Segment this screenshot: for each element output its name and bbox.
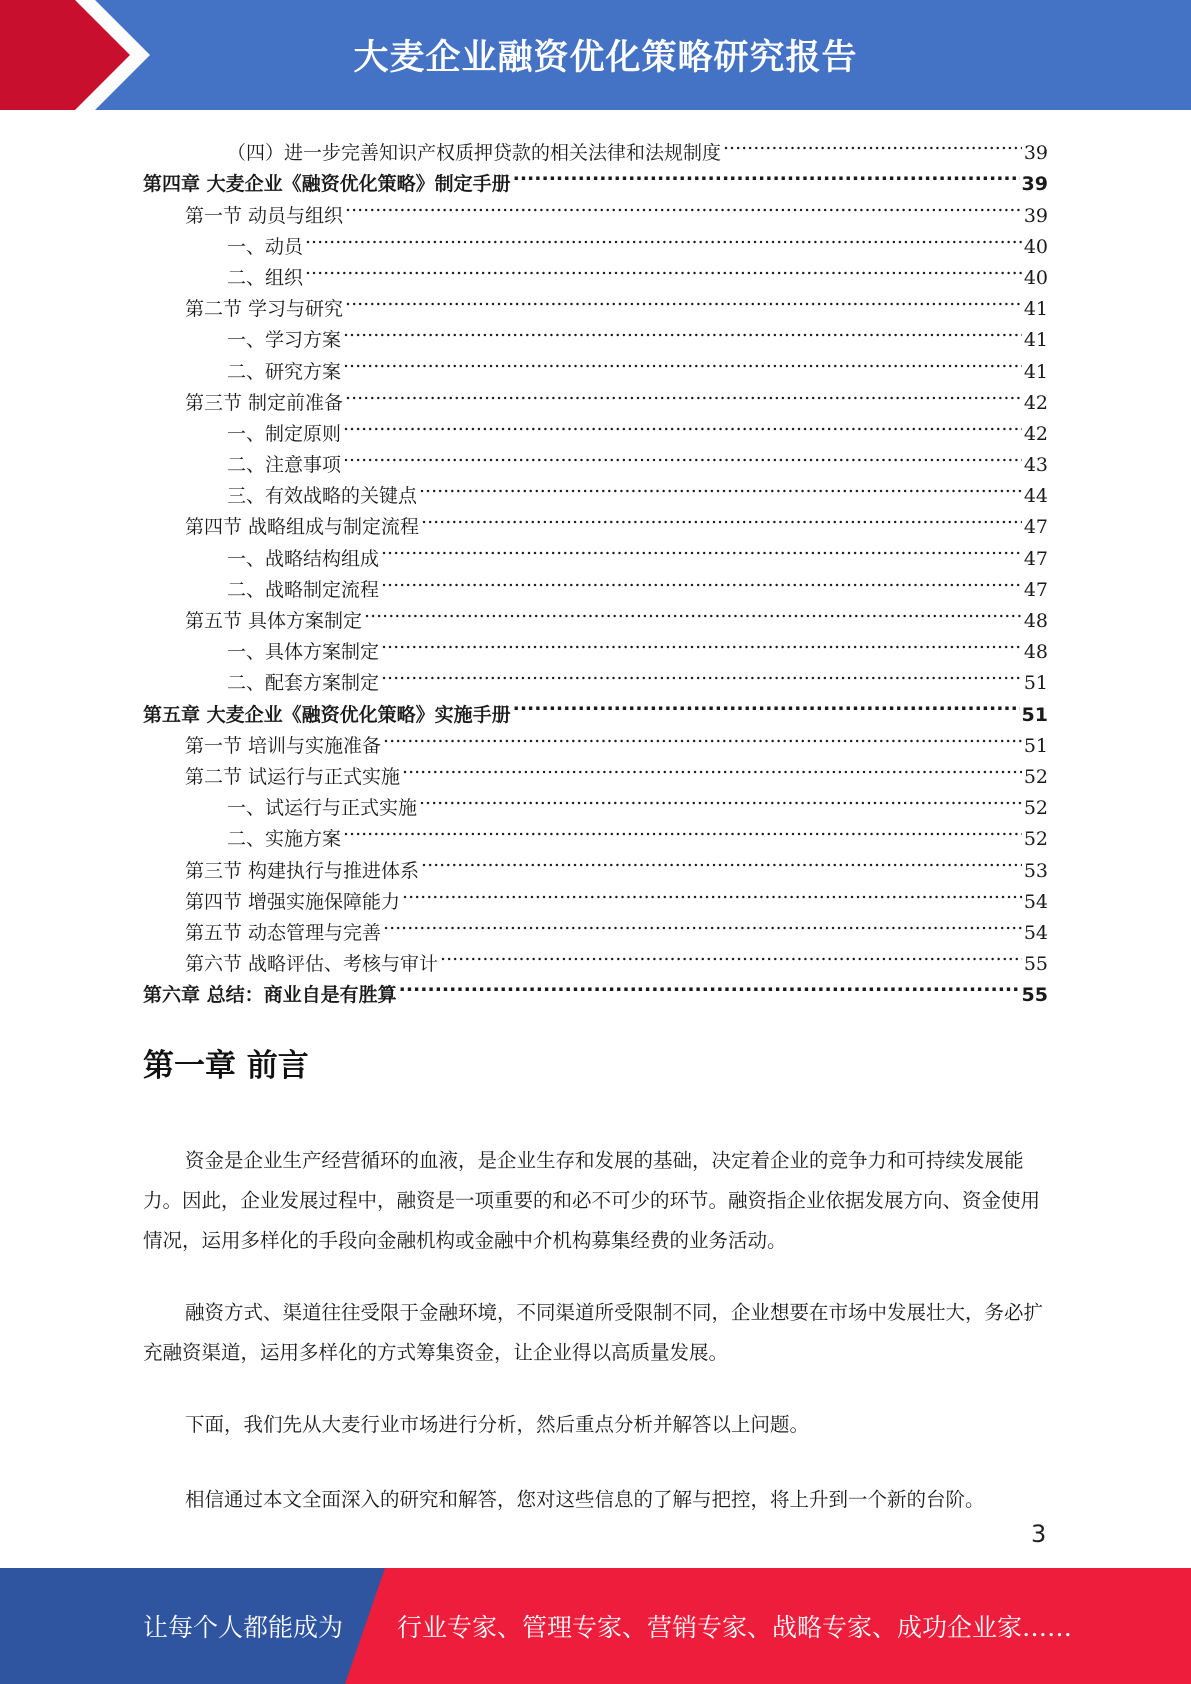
toc-entry-title: 二、实施方案 [227,828,342,851]
toc-entry-page: 42 [1023,422,1048,445]
toc-entry-page: 42 [1023,391,1048,414]
toc-entry-title: 二、战略制定流程 [227,578,380,601]
toc-entry-page: 39 [1023,142,1048,165]
toc-leader-dots [345,190,1022,221]
toc-entry-title: 第六节 战略评估、考核与审计 [185,953,439,976]
toc-leader-dots [305,253,1022,284]
toc-entry-page: 54 [1023,921,1048,944]
toc-entry-page: 55 [1021,984,1048,1007]
toc-entry-page: 53 [1023,859,1048,882]
toc-entry-title: 一、战略结构组成 [227,547,380,570]
toc-entry-title: 一、制定原则 [227,422,342,445]
toc-entry-page: 44 [1023,485,1048,508]
toc-entry-title: 一、试运行与正式实施 [227,797,418,820]
toc-leader-dots [440,939,1022,970]
toc-entry-page: 47 [1023,547,1048,570]
toc-entry-title: 第四节 增强实施保障能力 [185,890,401,913]
toc-entry-page: 41 [1023,329,1048,352]
toc-entry-title: 二、组织 [227,266,304,289]
toc-entry-title: 第四节 战略组成与制定流程 [185,516,420,539]
toc-entry-page: 52 [1023,765,1048,788]
toc-entry-title: 第二节 学习与研究 [185,298,344,321]
toc-leader-dots [343,315,1022,346]
paragraph-1: 资金是企业生产经营循环的血液，是企业生存和发展的基础，决定着企业的竞争力和可持续发展能力。因此，企业发展过程中，融资是一项重要的和必不可少的环节。融资指企业依据发展方向、资金使用情况，运用多样化的手段向金融机构或金融中介机构募集经费的业务活动。 [143,1149,1041,1252]
toc-entry-title: 二、注意事项 [227,454,342,477]
toc-entry-page: 48 [1023,610,1048,632]
toc-entry-page: 41 [1023,360,1048,383]
toc-entry-page: 41 [1023,298,1048,321]
toc-entry-title: 二、研究方案 [227,360,342,383]
toc-entry-title: 一、学习方案 [227,329,342,352]
toc-entry-page: 39 [1023,204,1048,227]
paragraph-3: 下面，我们先从大麦行业市场进行分析，然后重点分析并解答以上问题。 [185,1413,810,1436]
toc-entry-title: 第六章 总结：商业自是有胜算 [143,984,397,1007]
toc-leader-dots [399,970,1020,1001]
toc-leader-dots [383,721,1022,752]
toc-entry-page: 52 [1023,797,1048,820]
footer-slogan-right: 行业专家、管理专家、营销专家、战略专家、成功企业家…… [397,1613,1073,1642]
toc-leader-dots [305,222,1022,253]
toc-entry-title: 第三节 构建执行与推进体系 [185,859,420,882]
toc-entry-title: 第二节 试运行与正式实施 [185,765,401,788]
toc-entry-title: 三、有效战略的关键点 [227,485,418,508]
toc-entry-title: 第一节 动员与组织 [185,204,344,227]
toc-entry-page: 52 [1023,828,1048,851]
toc-entry-title: 第三节 制定前准备 [185,391,344,414]
toc-leader-dots [402,877,1022,908]
page-header [0,0,1191,110]
toc-leader-dots [345,378,1022,409]
toc-entry-page: 51 [1021,703,1048,726]
toc-entry-title: 一、具体方案制定 [227,641,380,664]
toc-leader-dots [343,346,1022,377]
toc-leader-dots [421,845,1022,876]
paragraph-2: 融资方式、渠道往往受限于金融环境，不同渠道所受限制不同，企业想要在市场中发展壮大，务必扩充融资渠道，运用多样化的方式筹集资金，让企业得以高质量发展。 [143,1301,1044,1364]
toc-leader-dots [383,908,1022,939]
toc-entry-title: （四）进一步完善知识产权质押贷款的相关法律和法规制度 [227,142,722,165]
toc-leader-dots [364,596,1022,627]
footer-slogan-left: 让每个人都能成为 [143,1613,344,1642]
toc-leader-dots [402,752,1022,783]
toc-entry[interactable] [143,128,1048,165]
toc-leader-dots [343,440,1022,471]
paragraph-4: 相信通过本文全面深入的研究和解答，您对这些信息的了解与把控，将上升到一个新的台阶。 [185,1488,985,1511]
table-of-contents [143,128,1048,1007]
page-number: 3 [1031,1520,1047,1548]
toc-entry-title: 第四章 大麦企业《融资优化策略》制定手册 [143,173,511,196]
toc-entry-title: 第五章 大麦企业《融资优化策略》实施手册 [143,703,511,726]
chapter-heading: 第一章 前言 [143,1048,309,1084]
toc-entry-title: 第五节 具体方案制定 [185,610,363,632]
toc-entry-page: 39 [1021,173,1048,196]
toc-leader-dots [345,284,1022,315]
toc-entry-page: 47 [1023,516,1048,539]
toc-leader-dots [419,783,1022,814]
toc-leader-dots [381,658,1022,689]
toc-leader-dots [723,128,1022,159]
toc-entry-page: 54 [1023,890,1048,913]
toc-leader-dots [381,533,1022,564]
toc-entry-title: 一、动员 [227,235,304,258]
toc-entry-page: 48 [1023,641,1048,664]
toc-leader-dots [381,627,1022,658]
toc-entry-page: 51 [1023,672,1048,695]
toc-entry-page: 51 [1023,734,1048,757]
toc-entry-page: 43 [1023,454,1048,477]
toc-leader-dots [421,502,1022,533]
report-title: 大麦企业融资优化策略研究报告 [353,38,858,78]
toc-leader-dots [381,565,1022,596]
page-footer [0,1568,1191,1684]
toc-entry-page: 55 [1023,953,1048,976]
toc-entry-title: 第五节 动态管理与完善 [185,921,382,944]
toc-leader-dots [513,159,1020,190]
toc-entry-page: 40 [1023,235,1048,258]
toc-entry-page: 47 [1023,578,1048,601]
toc-entry-page: 40 [1023,266,1048,289]
toc-leader-dots [343,814,1022,845]
toc-leader-dots [419,471,1022,502]
toc-entry-title: 二、配套方案制定 [227,672,380,695]
toc-entry-title: 第一节 培训与实施准备 [185,734,382,757]
toc-leader-dots [343,409,1022,440]
toc-leader-dots [513,689,1020,720]
